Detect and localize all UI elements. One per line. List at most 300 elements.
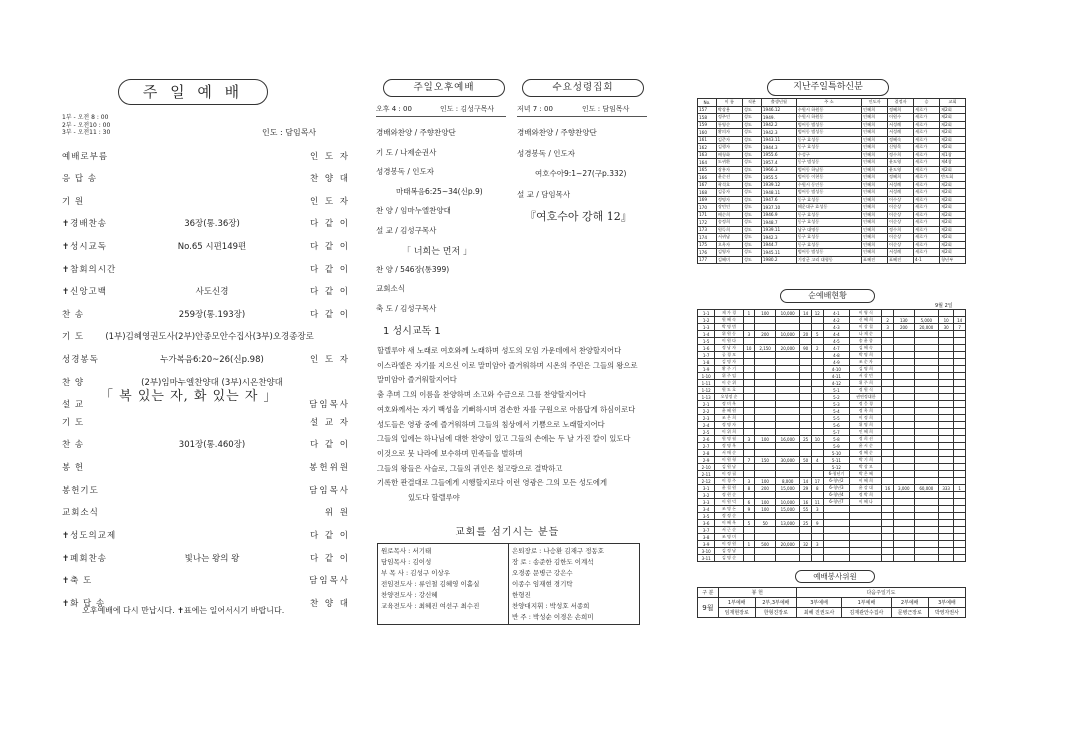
attendance-cell: 2-1 [698, 401, 715, 408]
order-person: 담임목사 [309, 485, 350, 496]
attendance-cell: 나 제 순 [850, 331, 882, 338]
order-row [62, 483, 350, 496]
newspaper-cell: 제2회 [939, 106, 965, 114]
servant-line: 한형진 [512, 590, 531, 599]
attendance-cell: 정 응 경 [850, 401, 882, 408]
newspaper-cell: 1937.10 [761, 204, 796, 212]
attendance-cell [954, 338, 966, 345]
attendance-cell: 6-청년3 [823, 485, 850, 492]
program-line: 설 교 / 담임목사 [517, 189, 571, 199]
newspaper-cell: 수성구 [796, 151, 861, 159]
table-row [698, 241, 966, 249]
attendance-cell [954, 380, 966, 387]
order-label: 기 도 [62, 332, 85, 343]
newspaper-cell: 세로가 [914, 204, 940, 212]
newspaper-cell: 인혜희 [862, 159, 888, 167]
attendance-cell: 6-청년7 [823, 499, 850, 506]
attendance-cell [775, 352, 799, 359]
attendance-cell: 10 [811, 436, 823, 443]
attendance-cell: 6-청년4 [823, 492, 850, 499]
attendance-cell: 정 남 자 [715, 345, 743, 352]
attendance-cell [893, 541, 914, 548]
newspaper-cell: 김행자 [716, 144, 742, 152]
attendance-cell [893, 534, 914, 541]
order-detail: 36장(통.36장) [184, 219, 240, 230]
table-row [698, 234, 966, 242]
newspaper-cell: 성도 [742, 204, 761, 212]
wednesday-title: 수요성령집회 [522, 79, 644, 97]
attendance-cell [823, 548, 850, 555]
attendance-cell: 위 명 희 [850, 422, 882, 429]
order-row [62, 149, 350, 162]
order-row [62, 506, 350, 519]
newspaper-cell: 인혜희 [862, 136, 888, 144]
newspaper-cell: 제4참 [939, 159, 965, 167]
attendance-cell [882, 394, 894, 401]
attendance-cell [882, 513, 894, 520]
attendance-cell [811, 373, 823, 380]
program-line: 말미암아 즐거워할지어다 [377, 375, 457, 385]
attendance-cell: 50 [755, 520, 776, 527]
attendance-cell: 14 [800, 310, 812, 317]
order-row [62, 285, 350, 298]
attendance-cell [775, 317, 799, 324]
service-sub: 2부,3부예배 [755, 598, 796, 608]
attendance-cell: 29 [800, 485, 812, 492]
attendance-cell [893, 506, 914, 513]
attendance-cell: 5-11 [823, 457, 850, 464]
order-person: 인 도 자 [309, 354, 350, 365]
order-person: 봉헌위원 [309, 462, 350, 473]
attendance-cell [850, 534, 882, 541]
newspaper-cell: 제2회 [939, 219, 965, 227]
attendance-cell: 정 정 순 [715, 513, 743, 520]
attendance-cell [743, 401, 755, 408]
servants-left [378, 544, 509, 625]
attendance-cell [811, 408, 823, 415]
order-row [62, 262, 350, 275]
attendance-cell [954, 415, 966, 422]
attendance-cell [914, 422, 938, 429]
newspaper-cell: 이수상 [888, 196, 914, 204]
attendance-cell [914, 492, 938, 499]
table-row [698, 144, 966, 152]
attendance-cell [755, 450, 776, 457]
attendance-cell [939, 513, 954, 520]
attendance-cell: 송 윤 종 [850, 338, 882, 345]
service-head-offering: 봉 헌 [718, 588, 796, 598]
attendance-cell [882, 429, 894, 436]
order-person: 찬 양 대 [309, 599, 350, 610]
attendance-cell: 정 희 선 [850, 436, 882, 443]
attendance-cell [800, 380, 812, 387]
attendance-cell: 3-4 [698, 506, 715, 513]
attendance-cell: 조 순 자 [850, 359, 882, 366]
attendance-cell: 1-12 [698, 387, 715, 394]
newspaper-cell: 도귀환 [716, 159, 742, 167]
order-row [62, 551, 350, 564]
order-label: ✝신앙고백 [62, 287, 107, 298]
program-line: 「 너희는 먼저 」 [402, 247, 473, 257]
attendance-cell [939, 394, 954, 401]
service-sub: 1부예배 [842, 598, 891, 608]
attendance-cell: 130 [893, 317, 914, 324]
order-label: 기 원 [62, 196, 85, 207]
attendance-cell [914, 415, 938, 422]
service-name: 임재현장로 [718, 608, 755, 618]
attendance-title: 순예배현황 [780, 289, 875, 303]
service-name: 김재관안수집사 [842, 608, 891, 618]
service-name: 한형진장로 [755, 608, 796, 618]
attendance-cell: 100 [755, 310, 776, 317]
attendance-cell [914, 401, 938, 408]
newspaper-cell: 박상용 [716, 106, 742, 114]
attendance-cell [914, 527, 938, 534]
attendance-cell [914, 464, 938, 471]
attendance-cell: 3 [882, 324, 894, 331]
attendance-cell [893, 443, 914, 450]
attendance-cell [954, 401, 966, 408]
attendance-cell: 서 근 순 [715, 527, 743, 534]
attendance-cell: 이 원 다 [715, 338, 743, 345]
newspaper-cell: 성도 [742, 121, 761, 129]
order-detail: (1부)김혜영권도사(2부)안종모안수집사(3부)오경종장로 [105, 332, 314, 343]
attendance-cell [800, 527, 812, 534]
attendance-cell: 3-9 [698, 541, 715, 548]
attendance-cell [775, 415, 799, 422]
attendance-cell [743, 422, 755, 429]
attendance-cell [954, 373, 966, 380]
attendance-cell [743, 317, 755, 324]
attendance-cell [939, 352, 954, 359]
newspaper-cell: 서성례 [888, 129, 914, 137]
attendance-cell [882, 464, 894, 471]
attendance-cell [811, 338, 823, 345]
newspaper-cell: 제2회 [939, 196, 965, 204]
order-row [62, 217, 350, 230]
attendance-cell [882, 408, 894, 415]
attendance-cell: 3 [743, 478, 755, 485]
newspaper-cell: 인혜희 [862, 129, 888, 137]
order-person: 인 도 자 [309, 151, 350, 162]
attendance-cell: 김 명 자 [715, 359, 743, 366]
newspaper-cell: 범어동 이현동 [796, 174, 861, 182]
attendance-cell: 3 [743, 436, 755, 443]
attendance-cell [882, 436, 894, 443]
attendance-cell: 2-12 [698, 478, 715, 485]
service-name: 박영자권사 [928, 608, 965, 618]
attendance-cell: 2-5 [698, 429, 715, 436]
attendance-cell [882, 380, 894, 387]
servant-line: 전임전도사 : 류인철 김혜영 이홀실 [381, 579, 480, 588]
newspaper-cell: 해운대구 효성동 [796, 204, 861, 212]
newspaper-cell: 1946.12 [761, 106, 796, 114]
attendance-cell [811, 380, 823, 387]
servants-title: 교회를 섬기시는 분들 [455, 527, 560, 538]
attendance-cell [755, 317, 776, 324]
order-label: 찬 양 [62, 377, 85, 388]
order-person: 찬 양 대 [309, 174, 350, 185]
order-detail: (2부)임마누엘찬양대 (3부)시온찬양대 [141, 377, 283, 388]
attendance-cell [914, 345, 938, 352]
newspaper-cell: 157 [698, 106, 717, 114]
attendance-cell [811, 422, 823, 429]
attendance-cell: 7 [743, 457, 755, 464]
order-detail: 사도신경 [195, 287, 229, 298]
newspaper-cell: 제2회 [939, 204, 965, 212]
program-line: 이스라엘은 자기를 지으신 이로 말미암아 즐거워하며 시온의 주민은 그들의 왕으로 [377, 360, 638, 370]
order-label: 성경봉독 [62, 354, 99, 365]
attendance-cell [893, 429, 914, 436]
newspaper-cell: 장민인 [716, 204, 742, 212]
attendance-cell: 17 [811, 478, 823, 485]
attendance-cell [775, 422, 799, 429]
program-line: 설 교 / 김성구목사 [376, 225, 437, 235]
attendance-cell [939, 345, 954, 352]
newspaper-cell: 165 [698, 166, 717, 174]
newspaper-cell: 황의자 [716, 129, 742, 137]
newspaper-cell: 인혜희 [862, 226, 888, 234]
attendance-cell [882, 520, 894, 527]
newspaper-cell: 성도 [742, 181, 761, 189]
attendance-cell: 2-11 [698, 471, 715, 478]
attendance-cell: 4 [811, 457, 823, 464]
attendance-cell [850, 506, 882, 513]
attendance-cell [755, 464, 776, 471]
newspaper-cell: 서성례 [888, 181, 914, 189]
attendance-cell [954, 429, 966, 436]
attendance-cell: 100 [755, 478, 776, 485]
program-line: 그들의 입에는 하나님에 대한 찬양이 있고 그들의 손에는 두 날 가진 칼이 있도다 [377, 434, 631, 444]
attendance-cell: 김 명 희 [850, 366, 882, 373]
order-label: 봉헌기도 [62, 485, 99, 496]
attendance-cell [893, 352, 914, 359]
attendance-cell [893, 387, 914, 394]
attendance-cell [755, 471, 776, 478]
program-line: 기 도 / 나제순권사 [376, 147, 437, 157]
attendance-cell [939, 401, 954, 408]
newspaper-cell: 이순상 [888, 219, 914, 227]
attendance-cell: 제 가 경 [715, 310, 743, 317]
table-row [698, 121, 966, 129]
newspaper-cell: 175 [698, 241, 717, 249]
attendance-cell: 윤 시 순 [850, 443, 882, 450]
attendance-cell: 13,000 [775, 520, 799, 527]
attendance-cell: 1-1 [698, 310, 715, 317]
attendance-cell [755, 401, 776, 408]
attendance-cell: 1-7 [698, 352, 715, 359]
attendance-cell: 인 혜 희 [850, 429, 882, 436]
newspaper-header: 인도자 [862, 99, 888, 107]
order-row [62, 194, 350, 207]
table-row [698, 226, 966, 234]
attendance-cell: 조 은 희 [715, 415, 743, 422]
attendance-cell: 5 [811, 331, 823, 338]
newspaper-cell: 세로가 [914, 151, 940, 159]
attendance-cell [743, 555, 755, 562]
newspaper-cell: 인혜희 [862, 189, 888, 197]
attendance-cell [914, 436, 938, 443]
attendance-cell: 이 정 원 [715, 541, 743, 548]
attendance-cell [755, 555, 776, 562]
newspaper-cell: 원득희 [716, 226, 742, 234]
service-sub: 1부예배 [718, 598, 755, 608]
attendance-cell [800, 401, 812, 408]
attendance-cell [775, 429, 799, 436]
attendance-cell [743, 359, 755, 366]
attendance-cell: 박 기 희 [850, 457, 882, 464]
attendance-cell [939, 359, 954, 366]
order-label: 예배로부름 [62, 151, 109, 162]
attendance-cell: 2-4 [698, 422, 715, 429]
newspaper-cell: 정명자 [716, 196, 742, 204]
attendance-cell [800, 429, 812, 436]
afternoon-leader: 인도 : 김성구목사 [440, 105, 495, 113]
attendance-cell [914, 338, 938, 345]
attendance-cell: 5-9 [823, 443, 850, 450]
time-1: 1부 - 오전 8 : 00 [62, 114, 109, 121]
newspaper-cell: 표혜진 [888, 256, 914, 264]
newspaper-cell: 성도 [742, 166, 761, 174]
newspaper-cell: 기장군 고리 대형동 [796, 256, 861, 264]
order-detail: 259장(통.193장) [178, 309, 246, 320]
table-row [698, 520, 966, 527]
service-sub: 3부예배 [928, 598, 965, 608]
newspaper-cell: 1939.12 [761, 181, 796, 189]
attendance-cell [893, 450, 914, 457]
newspaper-cell: 세로가 [914, 166, 940, 174]
attendance-cell [939, 436, 954, 443]
servant-line: 찬양전도사 : 강신혜 [381, 590, 438, 599]
attendance-cell [850, 555, 882, 562]
attendance-cell: 이 상 철 [850, 324, 882, 331]
newspaper-cell: 세로가 [914, 189, 940, 197]
attendance-cell [914, 471, 938, 478]
morning-times [62, 114, 110, 137]
attendance-cell [939, 506, 954, 513]
newspaper-cell: 이순상 [888, 211, 914, 219]
newspaper-cell: 김공자 [716, 189, 742, 197]
attendance-cell: 20,000 [775, 541, 799, 548]
attendance-cell: 8 [743, 485, 755, 492]
attendance-cell [775, 401, 799, 408]
attendance-cell: 8,000 [775, 478, 799, 485]
order-person: 다 같 이 [309, 553, 350, 564]
newspaper-cell: 1966.3 [761, 166, 796, 174]
attendance-cell [800, 548, 812, 555]
newspaper-cell: 제2회 [939, 189, 965, 197]
attendance-cell: 4-3 [823, 324, 850, 331]
wednesday-sermon: 『여호수아 강해 12』 [525, 210, 632, 223]
newspaper-cell: 167 [698, 181, 717, 189]
morning-leader: 인도 : 담임목사 [262, 128, 317, 137]
attendance-cell [954, 366, 966, 373]
newspaper-cell: 인혜희 [862, 114, 888, 122]
table-row [698, 387, 966, 394]
attendance-cell [800, 338, 812, 345]
newspaper-table [697, 98, 966, 264]
attendance-cell [811, 387, 823, 394]
attendance-cell [823, 534, 850, 541]
attendance-cell [800, 450, 812, 457]
table-row [698, 256, 966, 264]
newspaper-cell: 인혜희 [862, 166, 888, 174]
newspaper-cell: 제2회 [939, 226, 965, 234]
attendance-cell: 5,000 [914, 317, 938, 324]
newspaper-cell: 성도 [742, 144, 761, 152]
newspaper-cell: 제2회 [939, 121, 965, 129]
attendance-cell: 1-9 [698, 366, 715, 373]
newspaper-cell: 성도 [742, 189, 761, 197]
program-line: 교회소식 [376, 284, 405, 293]
newspaper-cell: 제2회 [939, 114, 965, 122]
table-row [698, 513, 966, 520]
attendance-cell: 4-5 [823, 338, 850, 345]
order-row [62, 239, 350, 252]
attendance-cell: 1-2 [698, 317, 715, 324]
table-row [698, 324, 966, 331]
attendance-cell: 10,000 [775, 331, 799, 338]
attendance-cell [954, 527, 966, 534]
attendance-cell [939, 464, 954, 471]
attendance-cell [939, 555, 954, 562]
table-row [698, 457, 966, 464]
attendance-cell: 5-2 [823, 394, 850, 401]
newspaper-cell: 세로가 [914, 121, 940, 129]
attendance-cell: 10 [939, 317, 954, 324]
newspaper-header: 교회 [939, 99, 965, 107]
attendance-cell [743, 415, 755, 422]
newspaper-cell: 166 [698, 174, 717, 182]
order-label: ✝폐회찬송 [62, 553, 107, 564]
newspaper-header: No. [698, 99, 717, 107]
attendance-cell [954, 457, 966, 464]
servants-table [377, 543, 640, 625]
newspaper-cell: 제2회 [939, 166, 965, 174]
attendance-cell: 원 혜 숙 [715, 317, 743, 324]
attendance-cell: 20,000 [775, 345, 799, 352]
attendance-cell [939, 527, 954, 534]
attendance-cell [893, 492, 914, 499]
attendance-cell: 4-9 [823, 359, 850, 366]
newspaper-cell: 인혜희 [862, 181, 888, 189]
attendance-cell [811, 317, 823, 324]
attendance-cell: 3-5 [698, 513, 715, 520]
attendance-cell [882, 345, 894, 352]
attendance-cell [882, 387, 894, 394]
attendance-date: 9월 2일 [935, 303, 953, 309]
attendance-cell [939, 478, 954, 485]
attendance-cell: 1-6 [698, 345, 715, 352]
newspaper-cell: 168 [698, 189, 717, 197]
attendance-cell [893, 464, 914, 471]
newspaper-cell: 범어동 범성동 [796, 129, 861, 137]
newspaper-cell: 동구 효성동 [796, 234, 861, 242]
newspaper-cell: 1947.6 [761, 196, 796, 204]
attendance-cell [811, 513, 823, 520]
table-row [698, 471, 966, 478]
attendance-cell: 이 원 덕 [715, 499, 743, 506]
table-row [698, 443, 966, 450]
attendance-cell: 정 원 식 [850, 387, 882, 394]
attendance-cell: 2-9 [698, 457, 715, 464]
attendance-cell [811, 352, 823, 359]
newspaper-cell: 서성례 [888, 249, 914, 257]
newspaper-cell: 장홍자 [716, 166, 742, 174]
attendance-cell: 정 미 옥 [715, 401, 743, 408]
attendance-cell: 이 경 주 [715, 478, 743, 485]
order-label: 봉 헌 [62, 462, 85, 473]
